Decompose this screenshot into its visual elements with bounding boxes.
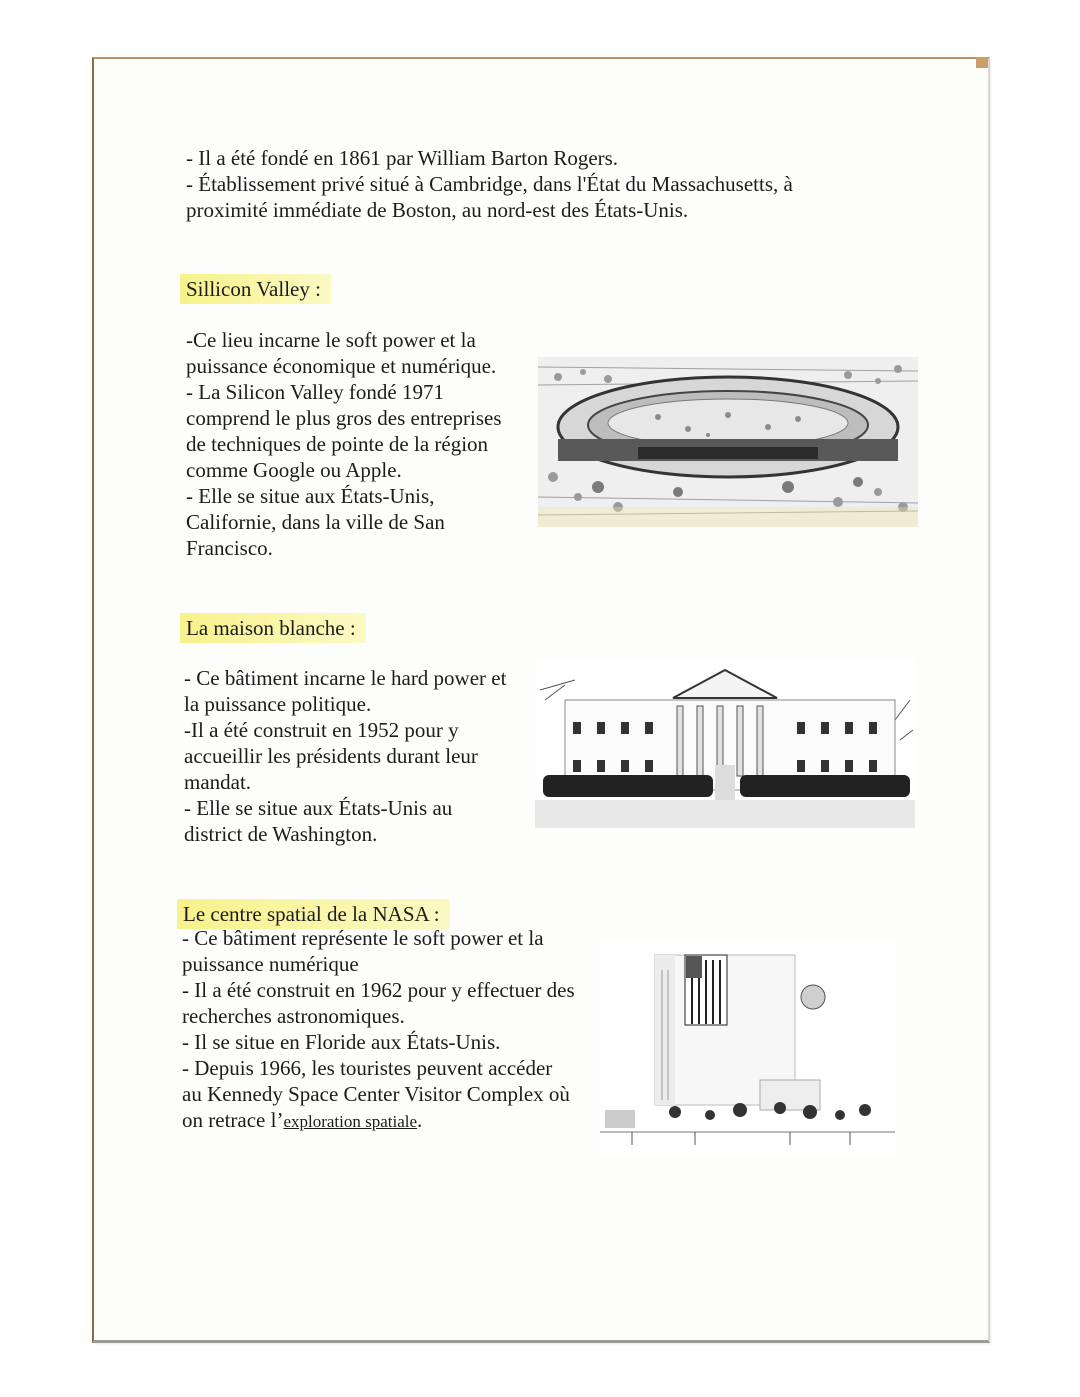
text-line: district de Washington. bbox=[184, 822, 378, 846]
text-line-last bbox=[182, 1107, 575, 1135]
exploration-link[interactable]: exploration spatiale bbox=[283, 1112, 418, 1131]
apple-park-photo bbox=[538, 357, 918, 527]
text-line: - La Silicon Valley fondé 1971 bbox=[186, 380, 444, 404]
text-line: - Il a été construit en 1962 pour y effectuer des bbox=[182, 978, 575, 1002]
text-line: comprend le plus gros des entreprises bbox=[186, 406, 502, 430]
text-line: puissance numérique bbox=[182, 952, 359, 976]
nasa-building-photo bbox=[600, 940, 895, 1155]
text-line: mandat. bbox=[184, 770, 252, 794]
text-line: au Kennedy Space Center Visitor Complex où bbox=[182, 1082, 570, 1106]
text-line: - Il se situe en Floride aux États-Unis. bbox=[182, 1030, 501, 1054]
intro-text bbox=[186, 145, 793, 223]
text-fragment: . bbox=[417, 1108, 423, 1132]
text-line: Francisco. bbox=[186, 536, 273, 560]
nasa-text bbox=[182, 925, 575, 1135]
maison-heading: La maison blanche : bbox=[180, 613, 366, 643]
text-line: - Ce bâtiment incarne le hard power et bbox=[184, 666, 507, 690]
white-house-photo bbox=[535, 660, 915, 828]
text-line: - Elle se situe aux États-Unis, bbox=[186, 484, 435, 508]
text-line: puissance économique et numérique. bbox=[186, 354, 497, 378]
text-line: - Depuis 1966, les touristes peuvent accéder bbox=[182, 1056, 553, 1080]
paper-corner-tab bbox=[976, 57, 988, 68]
text-line: -Il a été construit en 1952 pour y bbox=[184, 718, 459, 742]
text-line: accueillir les présidents durant leur bbox=[184, 744, 478, 768]
text-line: recherches astronomiques. bbox=[182, 1004, 405, 1028]
text-line: proximité immédiate de Boston, au nord-est des États-Unis. bbox=[186, 198, 689, 222]
text-line: - Elle se situe aux États-Unis au bbox=[184, 796, 453, 820]
text-line: de techniques de pointe de la région bbox=[186, 432, 489, 456]
silicon-heading: Sillicon Valley : bbox=[180, 274, 331, 304]
silicon-text bbox=[186, 327, 502, 561]
text-line: - Ce bâtiment représente le soft power et la bbox=[182, 926, 544, 950]
nasa-heading: Le centre spatial de la NASA : bbox=[177, 899, 450, 929]
text-line: Californie, dans la ville de San bbox=[186, 510, 445, 534]
text-fragment: on retrace l’ bbox=[182, 1108, 284, 1132]
text-line: -Ce lieu incarne le soft power et la bbox=[186, 328, 476, 352]
maison-text bbox=[184, 665, 506, 847]
text-line: la puissance politique. bbox=[184, 692, 372, 716]
text-line: - Il a été fondé en 1861 par William Barton Rogers. bbox=[186, 146, 619, 170]
text-line: comme Google ou Apple. bbox=[186, 458, 402, 482]
text-line: - Établissement privé situé à Cambridge, dans l'État du Massachusetts, à bbox=[186, 172, 793, 196]
